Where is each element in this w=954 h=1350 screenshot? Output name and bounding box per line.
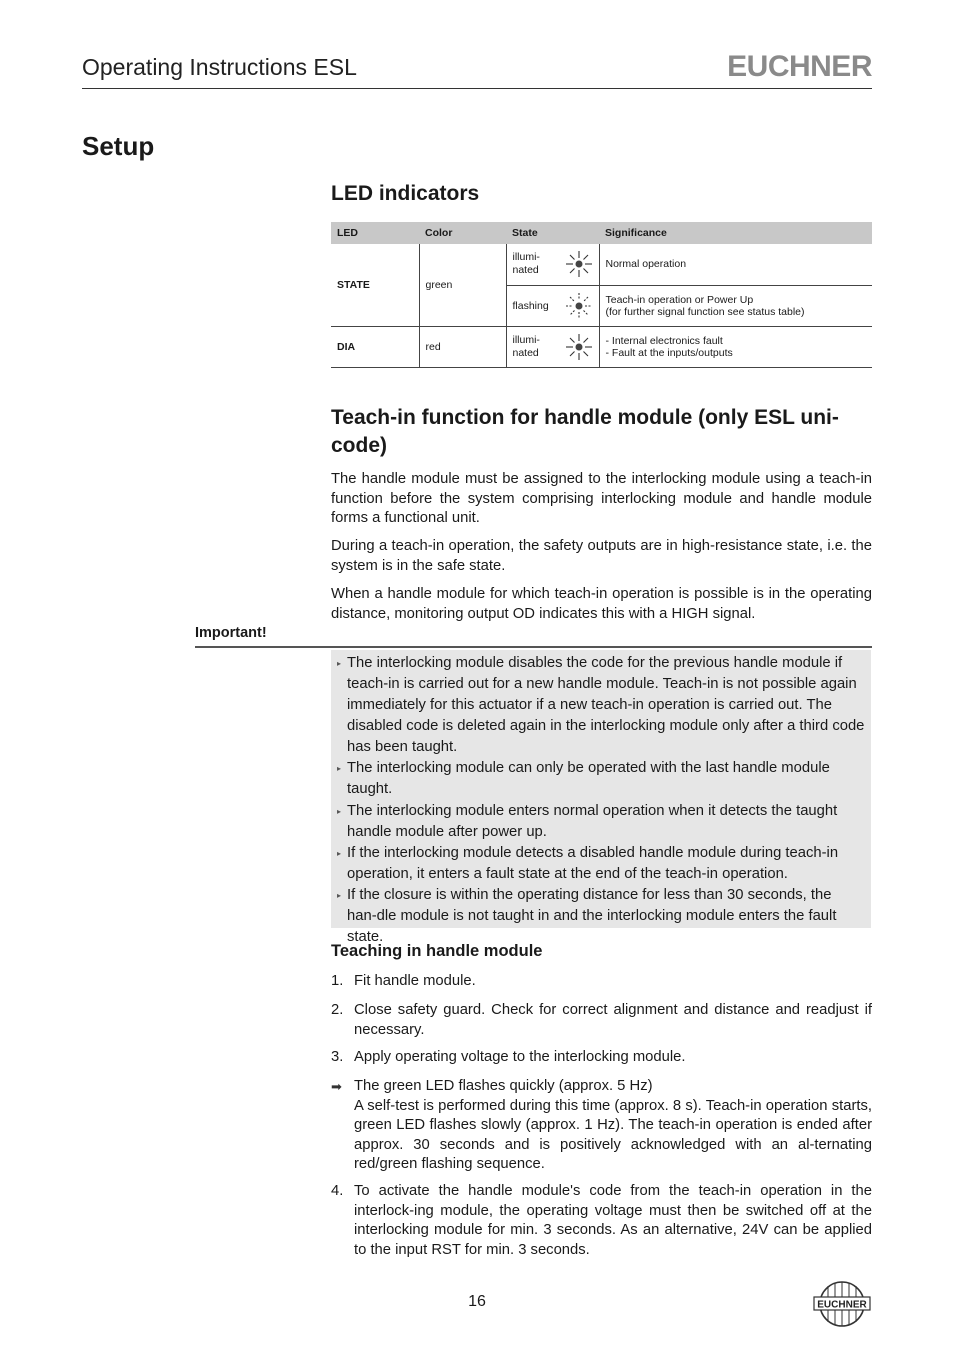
led-color: red <box>419 326 506 367</box>
step-number: 3. <box>331 1049 344 1065</box>
page-number: 16 <box>468 1293 486 1310</box>
step-number: 4. <box>331 1183 344 1199</box>
brand-logo: EUCHNER <box>727 50 872 83</box>
state-label: flashing <box>512 299 549 312</box>
step-text: The green LED flashes quickly (approx. 5 Hz) A self-test is performed during this time (approx. 8 s). Teach-in operation starts, green LED flashes slowly (approx. 1 Hz). The teach-in operation is ended after approx. 30 seconds and is positively acknowledged with an al-ternating red/green flashing sequence. <box>354 1078 872 1172</box>
col-state: State <box>506 222 599 244</box>
logo-text: EUCHNER <box>817 1299 867 1311</box>
teaching-heading: Teaching in handle module <box>331 942 543 960</box>
important-label: Important! <box>195 625 267 641</box>
col-significance: Significance <box>599 222 872 244</box>
list-item: ▸ If the interlocking module detects a disabled handle module during teach-in operation, it enters a fault state at the end of the teach-in operation. <box>337 845 839 882</box>
bullet-icon: ▸ <box>337 891 342 900</box>
paragraph: When a handle module for which teach-in operation is possible is in the operating distance, monitoring output OD indicates this with a HIGH signal. <box>331 586 872 622</box>
important-divider <box>195 646 872 648</box>
bullet-icon: ▸ <box>337 659 342 668</box>
step-text: Close safety guard. Check for correct alignment and distance and readjust if necessary. <box>354 1002 872 1038</box>
euchner-logo <box>812 1280 872 1328</box>
led-table <box>331 222 872 368</box>
list-item: ▸ The interlocking module disables the code for the previous handle module if teach-in is carried out for a new handle module. Teach-in is not possible again immediately for this actuator if a new teach-in operation is carried out. The disabled code is deleted again in the interlocking module only after a third code has been taught. <box>337 655 865 755</box>
led-illuminated-icon <box>565 333 593 361</box>
table-row <box>331 244 872 285</box>
teach-in-heading: Teach-in function for handle module (only ESL uni- code) <box>331 406 839 457</box>
header-divider <box>82 88 872 89</box>
led-illuminated-icon <box>565 250 593 278</box>
led-table-header <box>331 222 872 244</box>
section-title: Setup <box>82 131 155 161</box>
list-item: ▸ If the closure is within the operating distance for less than 30 seconds, the han-dle module is not taught in and the interlocking module enters the fault state. <box>337 887 837 945</box>
list-item: ▸ The interlocking module enters normal operation when it detects the taught handle module after power up. <box>337 803 838 840</box>
arrow-right-icon: ➡ <box>331 1079 342 1094</box>
led-color: green <box>419 244 506 326</box>
state-label: illumi- nated <box>512 333 540 359</box>
paragraph: The handle module must be assigned to the interlocking module using a teach-in function before the system comprising interlocking module and handle module forms a functional unit. <box>331 471 872 526</box>
led-significance: Normal operation <box>599 244 872 285</box>
led-state <box>506 285 599 326</box>
col-led: LED <box>331 222 419 244</box>
step-text: Apply operating voltage to the interlocking module. <box>354 1049 686 1065</box>
led-name: DIA <box>331 326 419 367</box>
bullet-icon: ▸ <box>337 764 342 773</box>
list-item <box>331 1077 872 1175</box>
col-color: Color <box>419 222 506 244</box>
led-state <box>506 244 599 285</box>
led-indicators-heading: LED indicators <box>331 182 480 205</box>
list-item <box>331 1182 872 1260</box>
document-title: Operating Instructions ESL <box>82 54 357 80</box>
list-item <box>331 1001 872 1040</box>
step-number: 2. <box>331 1002 344 1018</box>
state-label: illumi- nated <box>512 251 540 277</box>
led-state <box>506 326 599 367</box>
led-name: STATE <box>331 244 419 326</box>
step-text: Fit handle module. <box>354 973 476 989</box>
led-significance: Teach-in operation or Power Up (for further signal function see status table) <box>599 285 872 326</box>
step-number: 1. <box>331 973 344 989</box>
bullet-icon: ▸ <box>337 807 342 816</box>
bullet-icon: ▸ <box>337 849 342 858</box>
table-row <box>331 326 872 367</box>
step-text: To activate the handle module's code from the teach-in operation in the interlock-ing module, the operating voltage must then be switched off at the interlocking module for min. 3 seconds. As an alternative, 24V can be applied to the input RST for min. 3 seconds. <box>354 1183 872 1258</box>
paragraph: During a teach-in operation, the safety outputs are in high-resistance state, i.e. the system is in the safe state. <box>331 538 872 574</box>
list-item <box>331 972 872 992</box>
led-flashing-icon <box>565 292 593 320</box>
led-significance: - Internal electronics fault - Fault at the inputs/outputs <box>599 326 872 367</box>
list-item <box>331 1048 872 1068</box>
list-item: ▸ The interlocking module can only be operated with the last handle module taught. <box>337 760 830 797</box>
